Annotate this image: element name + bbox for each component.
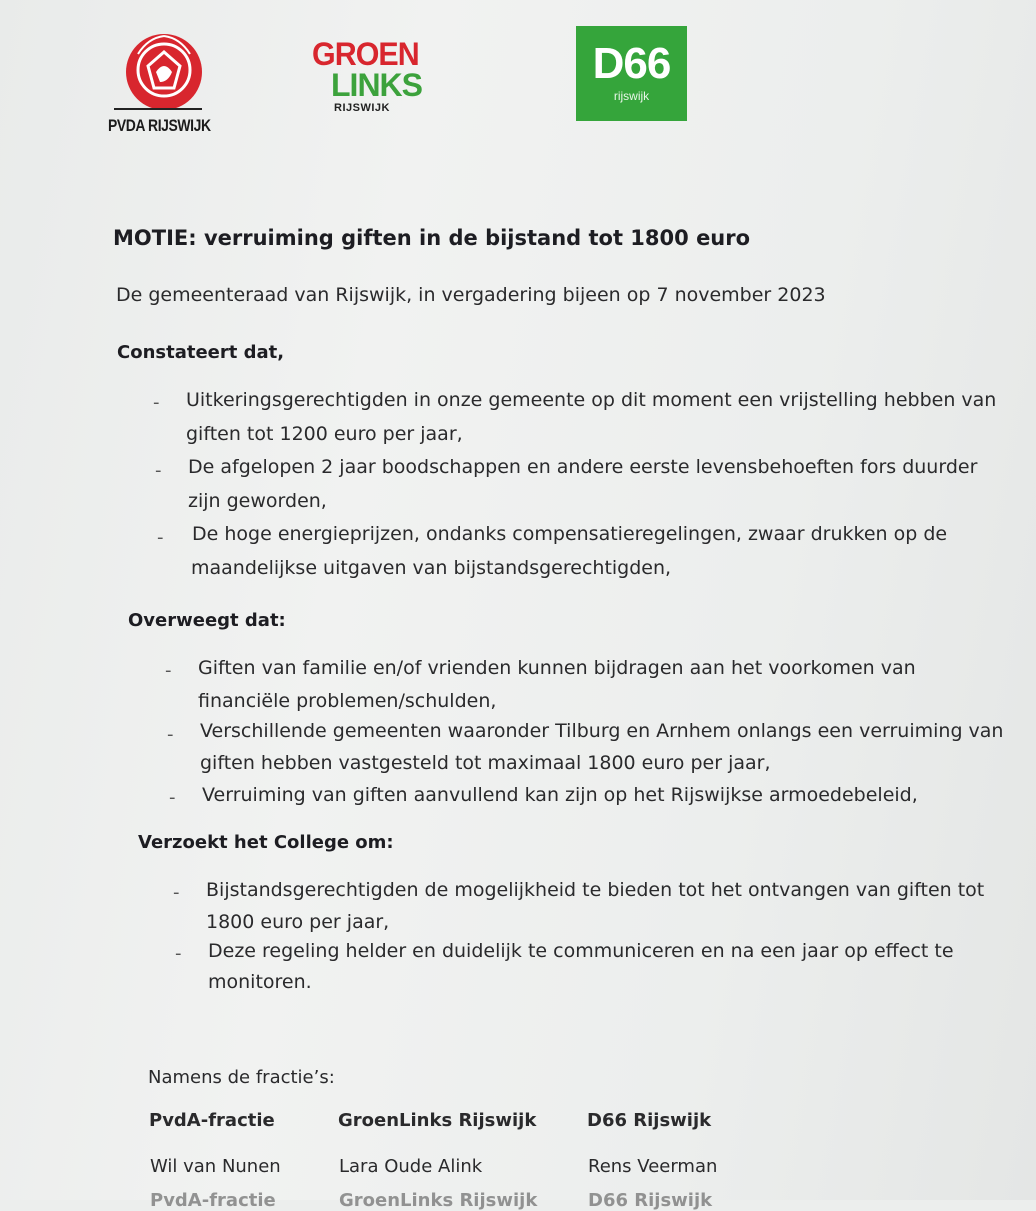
cut-off-party-pvda: PvdA-fractie [150,1190,276,1211]
bullet: - [155,460,162,481]
cut-off-party-groenlinks: GroenLinks Rijswijk [339,1190,538,1211]
signature-name-groenlinks: Lara Oude Alink [339,1156,483,1177]
section-heading-overweegt: Overweegt dat: [128,610,286,631]
list-item: zijn geworden, [188,490,327,512]
list-item: Deze regeling helder en duidelijk te communiceren en na een jaar op effect te [208,940,954,962]
bullet: - [169,787,176,808]
list-item: monitoren. [208,971,312,993]
section-heading-verzoekt: Verzoekt het College om: [138,832,394,853]
list-item: Bijstandsgerechtigden de mogelijkheid te bieden tot het ontvangen van giften tot [206,879,985,901]
bullet: - [153,392,160,413]
document-title: MOTIE: verruiming giften in de bijstand tot 1800 euro [113,226,751,250]
d66-main: D66 [592,39,671,88]
list-item: De hoge energieprijzen, ondanks compensatieregelingen, zwaar drukken op de [192,523,948,545]
list-item: giften tot 1200 euro per jaar, [186,423,463,445]
signature-party-d66: D66 Rijswijk [587,1110,712,1131]
d66-logo [576,26,687,121]
signature-party-groenlinks: GroenLinks Rijswijk [338,1110,537,1131]
bullet: - [165,660,172,681]
signatures-intro: Namens de fractie’s: [148,1067,335,1088]
pvda-logo [108,30,218,140]
list-item: 1800 euro per jaar, [206,911,390,933]
list-item: giften hebben vastgesteld tot maximaal 1800 euro per jaar, [200,752,771,774]
d66-sub: rijswijk [613,89,650,103]
signature-name-pvda: Wil van Nunen [150,1156,281,1177]
list-item: financiële problemen/schulden, [198,690,497,712]
section-heading-constateert: Constateert dat, [117,342,285,363]
bullet: - [157,527,164,548]
list-item: Giften van familie en/of vrienden kunnen bijdragen aan het voorkomen van [198,657,916,679]
groenlinks-logo [312,38,452,118]
list-item: maandelijkse uitgaven van bijstandsgerechtigden, [191,557,672,579]
signature-name-d66: Rens Veerman [588,1156,718,1177]
bullet: - [167,724,174,745]
list-item: De afgelopen 2 jaar boodschappen en andere eerste levensbehoeften fors duurder [188,456,978,478]
groenlinks-word-links: LINKS [331,67,422,103]
signature-party-pvda: PvdA-fractie [149,1110,275,1131]
pvda-underline [114,108,202,110]
list-item: Verruiming van giften aanvullend kan zijn op het Rijswijkse armoedebeleid, [202,784,918,806]
document-intro: De gemeenteraad van Rijswijk, in vergadering bijeen op 7 november 2023 [116,284,826,306]
list-item: Verschillende gemeenten waaronder Tilburg en Arnhem onlangs een verruiming van [200,720,1004,742]
list-item: Uitkeringsgerechtigden in onze gemeente op dit moment een vrijstelling hebben van [186,389,997,411]
groenlinks-word-groen: GROEN [312,36,419,72]
pvda-caption: PVDA RIJSWIJK [108,116,211,135]
groenlinks-sub: RIJSWIJK [334,102,390,114]
rose-icon [118,30,210,112]
bullet: - [173,882,180,903]
cut-off-party-d66: D66 Rijswijk [588,1190,713,1211]
bullet: - [175,943,182,964]
